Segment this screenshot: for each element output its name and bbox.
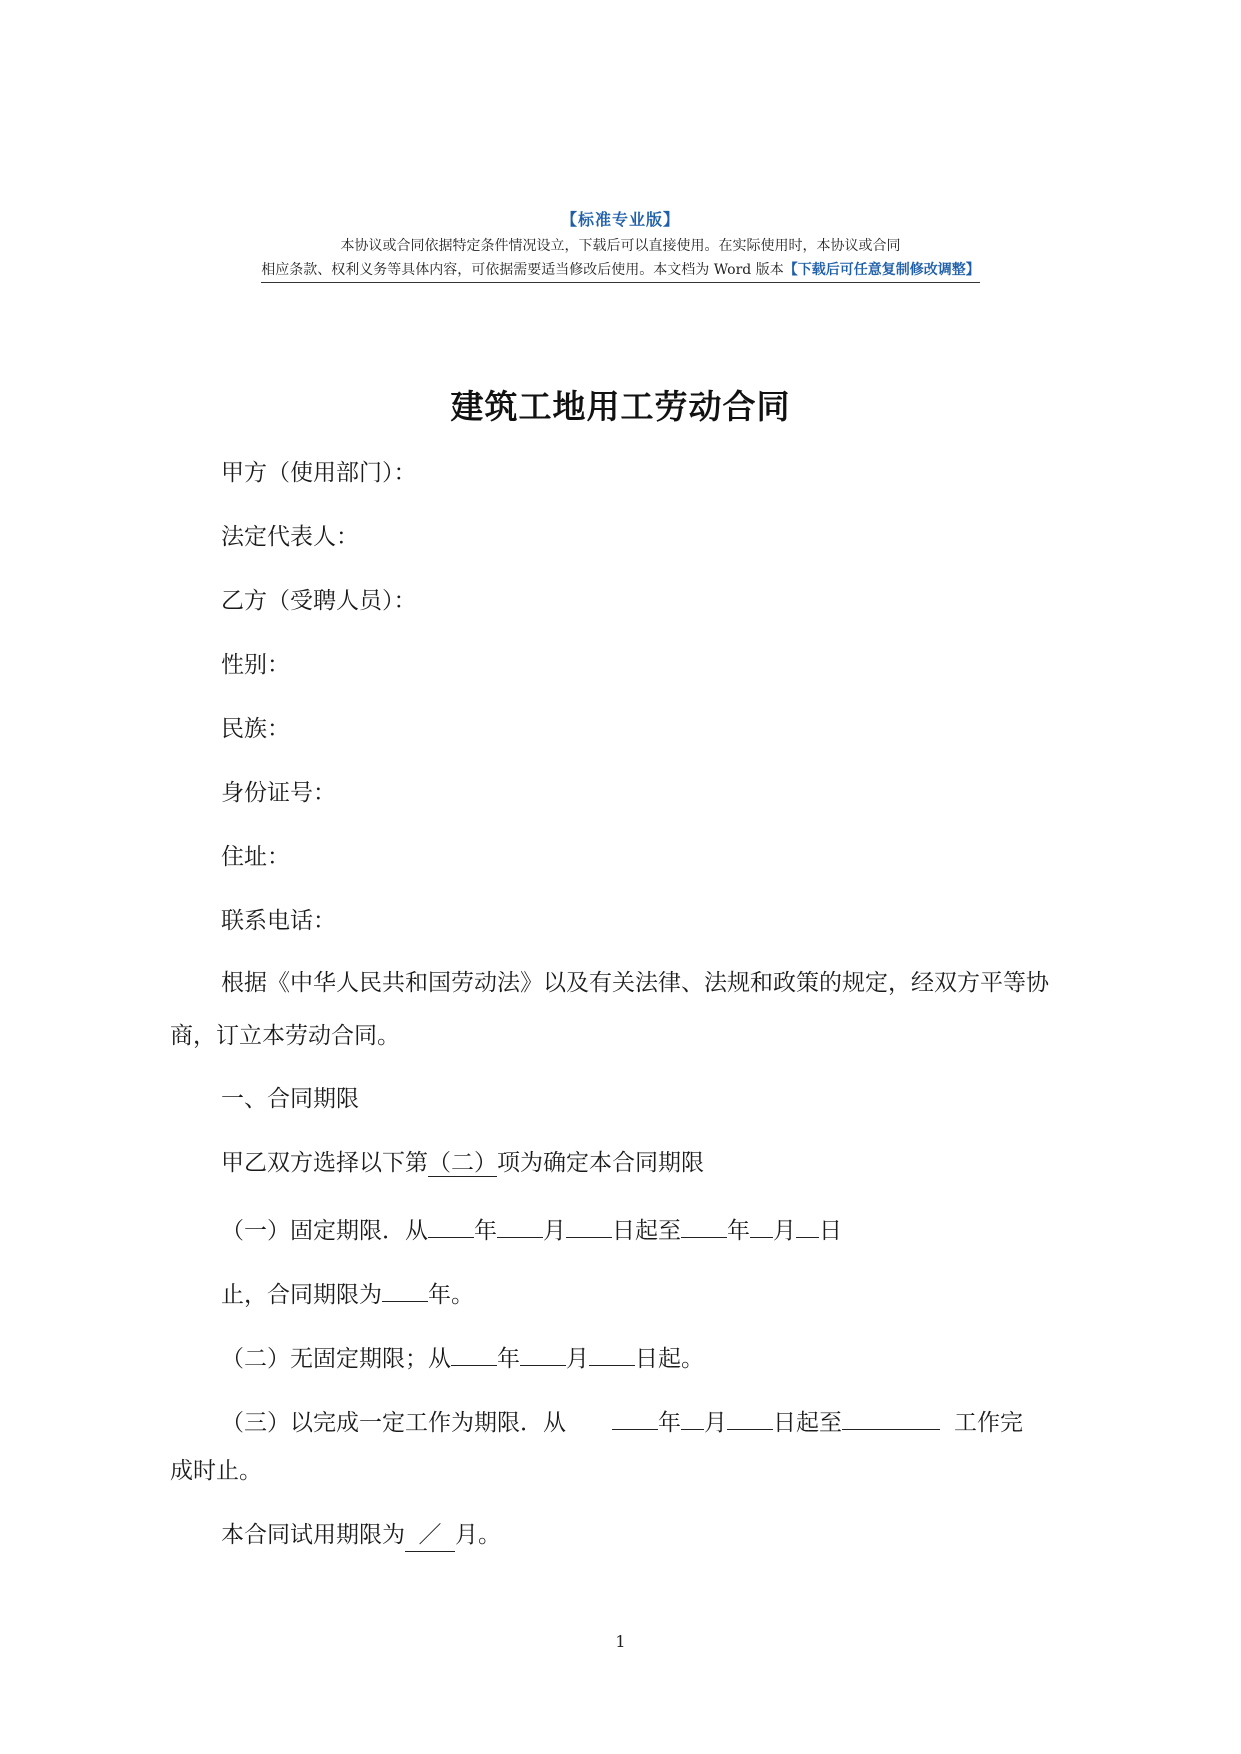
opt3-tail: 工作完 — [954, 1410, 1023, 1436]
blank-line — [566, 1211, 612, 1238]
blank-line — [382, 1275, 428, 1302]
opt3-year: 年 — [658, 1410, 681, 1436]
blank-line — [520, 1339, 566, 1366]
opt2-label: （二）无固定期限；从 — [221, 1346, 451, 1372]
header-notice — [0, 206, 1241, 283]
blank-line — [681, 1211, 727, 1238]
opt2-year: 年 — [497, 1346, 520, 1372]
opt3-month: 月 — [704, 1410, 727, 1436]
address-field: 住址： — [221, 844, 290, 870]
blank-line — [727, 1403, 773, 1430]
term-choice-value: （二） — [428, 1150, 497, 1176]
probation-suffix: 月。 — [455, 1522, 501, 1548]
ethnicity-field: 民族： — [221, 716, 290, 742]
blank-line — [842, 1403, 940, 1430]
opt1-day-from: 日起至 — [612, 1218, 681, 1244]
option-fixed-term-cont — [221, 1275, 474, 1311]
option-open-term — [221, 1339, 704, 1375]
probation-prefix: 本合同试用期限为 — [221, 1522, 405, 1548]
opt1-year: 年 — [474, 1218, 497, 1244]
gender-field: 性别： — [221, 652, 290, 678]
opt1-month2: 月 — [773, 1218, 796, 1244]
opt1-cont-prefix: 止，合同期限为 — [221, 1282, 382, 1308]
term-choice-line — [221, 1147, 704, 1179]
notice-line-2-text: 相应条款、权利义务等具体内容，可依据需要适当修改后使用。本文档为 Word 版本 — [261, 262, 784, 278]
term-choice-suffix: 项为确定本合同期限 — [497, 1150, 704, 1176]
blank-line — [428, 1211, 474, 1238]
blank-line — [497, 1211, 543, 1238]
notice-line-2 — [261, 259, 979, 283]
option-task-term — [221, 1403, 1023, 1439]
opt2-month: 月 — [566, 1346, 589, 1372]
page-number: 1 — [615, 1632, 626, 1651]
probation-line — [221, 1519, 501, 1552]
opt1-month: 月 — [543, 1218, 566, 1244]
opt2-day: 日起。 — [635, 1346, 704, 1372]
opt1-cont-suffix: 年。 — [428, 1282, 474, 1308]
blank-line — [796, 1211, 819, 1238]
intro-paragraph: 根据《中华人民共和国劳动法》以及有关法律、法规和政策的规定，经双方平等协商，订立本劳动合同。 — [170, 970, 1049, 1049]
blank-line — [451, 1339, 497, 1366]
section-1-heading: 一、合同期限 — [221, 1086, 359, 1112]
blank-line — [589, 1339, 635, 1366]
id-number-field: 身份证号： — [221, 780, 336, 806]
probation-value: ／ — [405, 1519, 455, 1552]
option-task-term-cont: 成时止。 — [170, 1458, 262, 1484]
blank-line — [612, 1403, 658, 1430]
notice-line-1: 本协议或合同依据特定条件情况设立，下载后可以直接使用。在实际使用时，本协议或合同 — [340, 238, 901, 254]
term-choice-prefix: 甲乙双方选择以下第 — [221, 1150, 428, 1176]
opt3-day-from: 日起至 — [773, 1410, 842, 1436]
download-note: 【下载后可任意复制修改调整】 — [783, 262, 980, 278]
opt3-label: （三）以完成一定工作为期限．从 — [221, 1410, 566, 1436]
opt1-day2: 日 — [819, 1218, 842, 1244]
blank-line — [681, 1403, 704, 1430]
option-fixed-term — [221, 1211, 842, 1247]
opt1-label: （一）固定期限．从 — [221, 1218, 428, 1244]
blank-line — [750, 1211, 773, 1238]
phone-field: 联系电话： — [221, 908, 336, 934]
party-a-field: 甲方（使用部门）： — [221, 460, 417, 486]
edition-badge: 【标准专业版】 — [560, 210, 680, 229]
document-title: 建筑工地用工劳动合同 — [450, 387, 791, 426]
legal-rep-field: 法定代表人： — [221, 524, 359, 550]
party-b-field: 乙方（受聘人员）： — [221, 588, 417, 614]
opt1-year2: 年 — [727, 1218, 750, 1244]
